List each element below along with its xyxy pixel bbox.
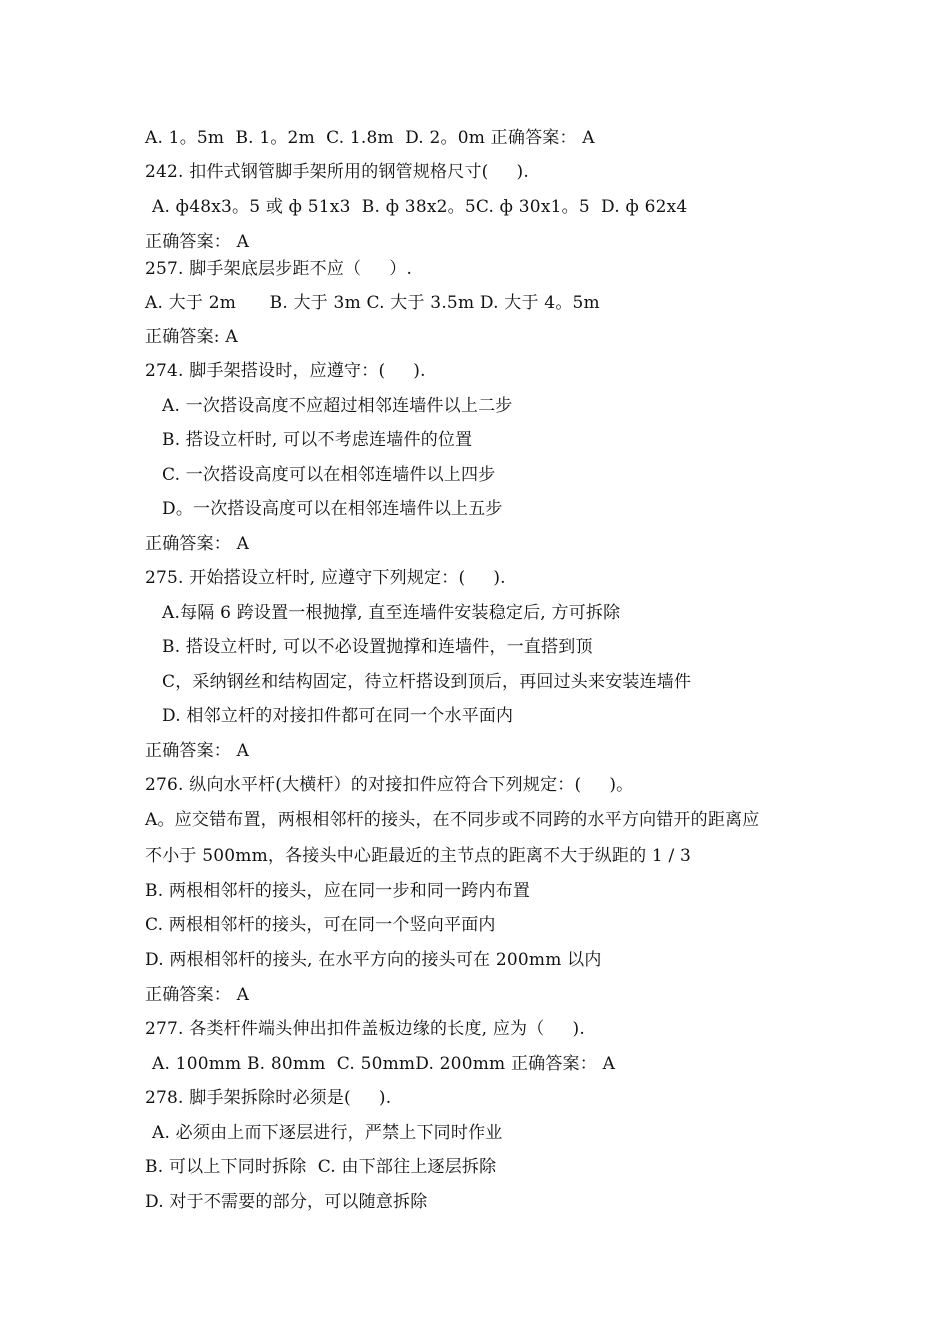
option-d: D. 对于不需要的部分，可以随意拆除 xyxy=(145,1192,428,1212)
question-274: 274. 脚手架搭设时，应遵守：( ). xyxy=(145,361,426,381)
question-257: 257. 脚手架底层步距不应（ ）. xyxy=(145,259,413,279)
text-line: A. 100mm B. 80mm C. 50mmD. 200mm 正确答案： A xyxy=(152,1054,616,1074)
option-c: C. 一次搭设高度可以在相邻连墙件以上四步 xyxy=(162,465,496,485)
answer-line: 正确答案： A xyxy=(145,232,250,252)
option-a: A. 必须由上而下逐层进行，严禁上下同时作业 xyxy=(152,1123,503,1143)
option-a: A。应交错布置，两根相邻杆的接头，在不同步或不同跨的水平方向错开的距离应 xyxy=(145,810,760,830)
question-277: 277. 各类杆件端头伸出扣件盖板边缘的长度, 应为（ ). xyxy=(145,1019,585,1039)
text-line: A. ф48x3。5 或 ф 51x3 B. ф 38x2。5C. ф 30x1。5 D. ф 62x4 xyxy=(152,197,688,217)
question-242: 242. 扣件式钢管脚手架所用的钢管规格尺寸( ). xyxy=(145,162,529,182)
text-line: A. 1。5m B. 1。2m C. 1.8m D. 2。0m 正确答案： A xyxy=(145,128,595,148)
option-d: D. 两根相邻杆的接头, 在水平方向的接头可在 200mm 以内 xyxy=(145,950,602,970)
option-a-continued: 不小于 500mm，各接头中心距最近的主节点的距离不大于纵距的 1 / 3 xyxy=(145,846,692,866)
option-d: D。一次搭设高度可以在相邻连墙件以上五步 xyxy=(162,499,503,519)
question-276: 276. 纵向水平杆(大横杆）的对接扣件应符合下列规定：( )。 xyxy=(145,775,634,795)
option-b-c: B. 可以上下同时拆除 C. 由下部往上逐层拆除 xyxy=(145,1157,497,1177)
question-278: 278. 脚手架拆除时必须是( ). xyxy=(145,1088,392,1108)
option-b: B. 搭设立杆时, 可以不考虑连墙件的位置 xyxy=(162,430,473,450)
answer-line: 正确答案： A xyxy=(145,741,250,761)
option-a: A. 一次搭设高度不应超过相邻连墙件以上二步 xyxy=(162,396,513,416)
question-275: 275. 开始搭设立杆时, 应遵守下列规定：( ). xyxy=(145,568,506,588)
option-c: C. 两根相邻杆的接头，可在同一个竖向平面内 xyxy=(145,915,496,935)
answer-line: 正确答案： A xyxy=(145,985,250,1005)
option-d: D. 相邻立杆的对接扣件都可在同一个水平面内 xyxy=(162,706,514,726)
option-b: B. 两根相邻杆的接头，应在同一步和同一跨内布置 xyxy=(145,881,531,901)
option-b: B. 搭设立杆时, 可以不必设置抛撑和连墙件，一直搭到顶 xyxy=(162,637,593,657)
option-a: A.每隔 6 跨设置一根抛撑, 直至连墙件安装稳定后, 方可拆除 xyxy=(162,603,621,623)
answer-line: 正确答案： A xyxy=(145,534,250,554)
option-c: C，采纳钢丝和结构固定，待立杆搭设到顶后，再回过头来安装连墙件 xyxy=(162,672,692,692)
answer-line: 正确答案: A xyxy=(145,327,238,347)
text-line: A. 大于 2m B. 大于 3m C. 大于 3.5m D. 大于 4。5m xyxy=(145,293,600,313)
